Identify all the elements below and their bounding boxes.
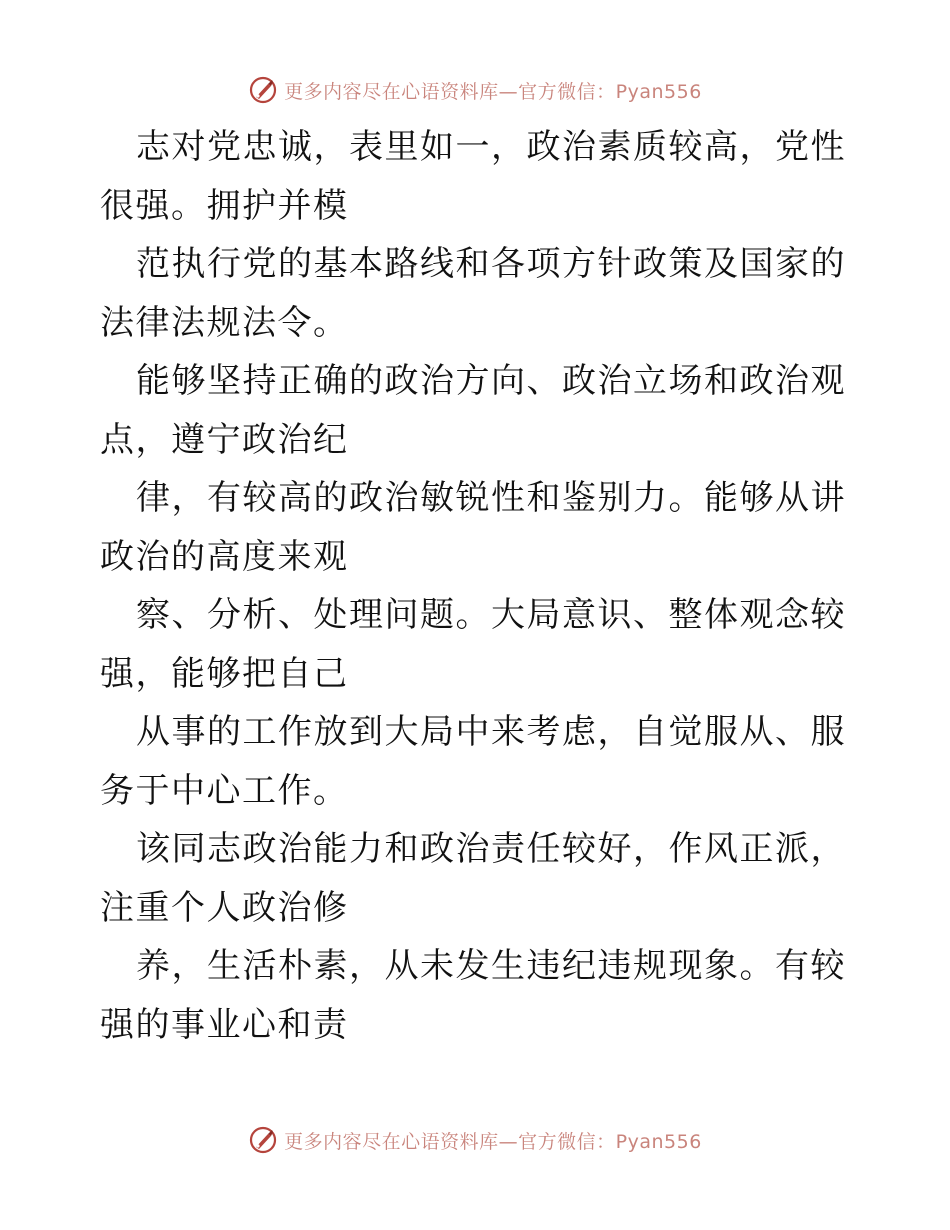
watermark-text: 更多内容尽在心语资料库—官方微信：Pyan556 [284, 1130, 702, 1153]
paragraph: 能够坚持正确的政治方向、政治立场和政治观点，遵宁政治纪 [100, 361, 846, 460]
paragraph: 范执行党的基本路线和各项方针政策及国家的法律法规法令。 [100, 244, 846, 343]
paragraph: 该同志政治能力和政治责任较好，作风正派，注重个人政治修 [100, 829, 846, 928]
paragraph: 察、分析、处理问题。大局意识、整体观念较强，能够把自己 [100, 595, 846, 694]
watermark-text: 更多内容尽在心语资料库—官方微信：Pyan556 [284, 80, 702, 103]
paragraph: 养，生活朴素，从未发生违纪违规现象。有较强的事业心和责 [100, 946, 846, 1045]
paragraph: 从事的工作放到大局中来考虑，自觉服从、服务于中心工作。 [100, 712, 846, 811]
document-body [100, 118, 860, 1054]
footer-watermark [0, 1120, 950, 1160]
quill-pen-logo-icon [248, 1125, 278, 1155]
header-watermark [0, 70, 950, 110]
paragraph: 志对党忠诚，表里如一，政治素质较高，党性很强。拥护并模 [100, 127, 846, 226]
quill-pen-logo-icon [248, 75, 278, 105]
paragraph: 律，有较高的政治敏锐性和鉴别力。能够从讲政治的高度来观 [100, 478, 846, 577]
